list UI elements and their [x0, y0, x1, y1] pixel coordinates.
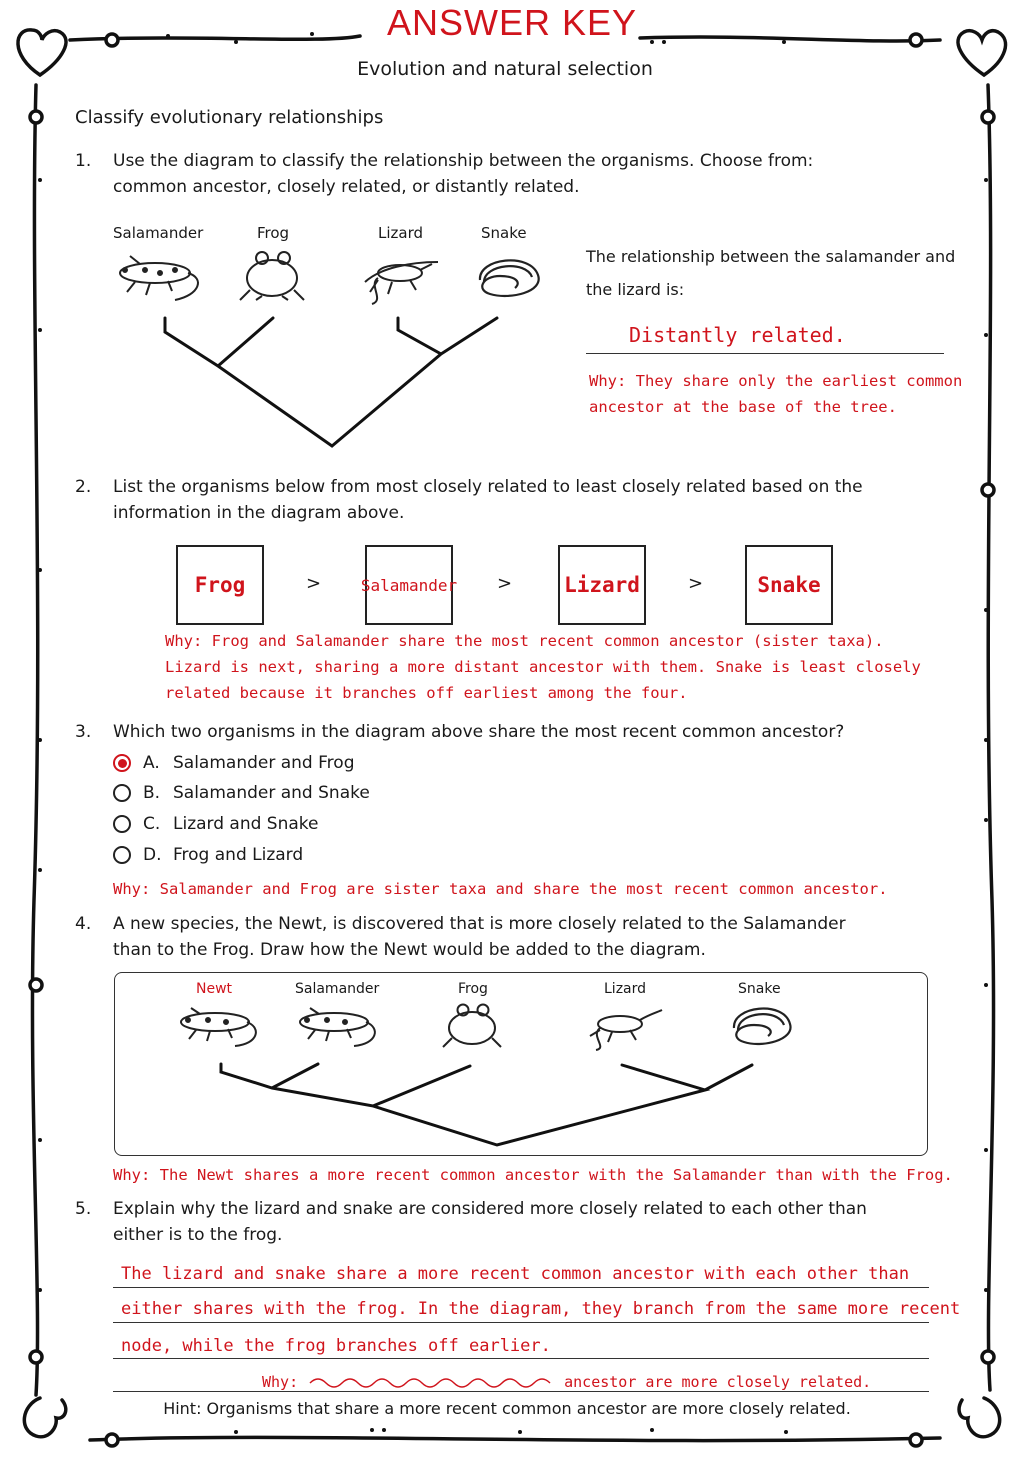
organism-label-lizard: Lizard	[604, 981, 647, 997]
answer-rule	[113, 1391, 929, 1392]
q1-why-line1: Why: They share only the earliest common	[589, 372, 963, 390]
q1-why-line2: ancestor at the base of the tree.	[589, 398, 897, 416]
salamander-icon	[300, 1008, 375, 1046]
order-box-3-label: Lizard	[564, 573, 640, 597]
q1-prompt-line2: the lizard is:	[586, 280, 685, 299]
page-title: ANSWER KEY	[386, 2, 638, 43]
q1-answer: Distantly related.	[629, 323, 846, 347]
organism-label-salamander: Salamander	[295, 981, 380, 997]
q5-why-legible: ancestor are more closely related.	[564, 1373, 872, 1391]
organism-label-newt: Newt	[196, 981, 233, 997]
q5-text	[113, 1196, 933, 1248]
snake-icon	[734, 1009, 791, 1044]
q1-text-line2: common ancestor, closely related, or distantly related.	[113, 177, 580, 197]
q5-why-prefix: Why:	[262, 1373, 299, 1391]
option-label: Frog and Lizard	[173, 845, 304, 865]
order-separator: >	[306, 573, 322, 594]
q2-text-line2: information in the diagram above.	[113, 503, 405, 523]
organism-label-lizard: Lizard	[378, 224, 424, 242]
option-label: Salamander and Frog	[173, 753, 355, 773]
order-box-4-label: Snake	[757, 573, 821, 597]
q5-text-line1: Explain why the lizard and snake are considered more closely related to each other than	[113, 1199, 867, 1219]
organism-label-snake: Snake	[481, 224, 527, 242]
order-separator: >	[688, 573, 704, 594]
organism-label-frog: Frog	[458, 981, 488, 997]
option-letter: A.	[143, 753, 160, 773]
lizard-icon	[590, 1010, 662, 1050]
option-label: Salamander and Snake	[173, 783, 370, 803]
illegible-scribble	[306, 1373, 556, 1389]
q2-why-line2: Lizard is next, sharing a more distant ancestor with them. Snake is least closely	[165, 658, 921, 676]
q5-answer-line1: The lizard and snake share a more recent common ancestor with each other than	[121, 1264, 910, 1284]
q5-answer-line3: node, while the frog branches off earlier.	[121, 1336, 551, 1356]
newt-icon	[181, 1008, 256, 1046]
q1-prompt-line1: The relationship between the salamander and	[586, 247, 956, 266]
q1-number: 1.	[75, 151, 92, 171]
section-title: Classify evolutionary relationships	[75, 107, 384, 128]
q4-text-line1: A new species, the Newt, is discovered that is more closely related to the Salamander	[113, 914, 846, 934]
q3-text: Which two organisms in the diagram above share the most recent common ancestor?	[113, 722, 845, 742]
organism-label-salamander: Salamander	[113, 224, 204, 242]
q4-why: Why: The Newt shares a more recent common ancestor with the Salamander than with the Frog.	[113, 1166, 953, 1184]
q3-number: 3.	[75, 722, 92, 742]
q2-why-line1: Why: Frog and Salamander share the most recent common ancestor (sister taxa).	[165, 632, 884, 650]
q3-why: Why: Salamander and Frog are sister taxa and share the most recent common ancestor.	[113, 880, 888, 898]
q4-number: 4.	[75, 914, 92, 934]
q5-answer-line2: either shares with the frog. In the diagram, they branch from the same more recent	[121, 1299, 961, 1319]
q2-why-line3: related because it branches off earliest among the four.	[165, 684, 688, 702]
answer-rule	[113, 1287, 929, 1288]
q5-text-line2: either is to the frog.	[113, 1225, 283, 1245]
page-subtitle: Evolution and natural selection	[357, 58, 653, 80]
q4-text-line2: than to the Frog. Draw how the Newt would be added to the diagram.	[113, 940, 706, 960]
q2-text-line1: List the organisms below from most closely related to least closely related based on the	[113, 477, 863, 497]
option-letter: B.	[143, 783, 161, 803]
order-separator: >	[497, 573, 513, 594]
organism-label-snake: Snake	[738, 981, 781, 997]
q5-number: 5.	[75, 1199, 92, 1219]
order-box-1-label: Frog	[194, 573, 246, 597]
q5-why	[262, 1373, 871, 1391]
option-letter: C.	[143, 814, 161, 834]
answer-rule	[113, 1322, 929, 1323]
q1-text-line1: Use the diagram to classify the relationship between the organisms. Choose from:	[113, 151, 814, 171]
option-letter: D.	[143, 845, 162, 865]
q2-number: 2.	[75, 477, 92, 497]
option-label: Lizard and Snake	[173, 814, 319, 834]
answer-rule	[113, 1358, 929, 1359]
frog-icon	[443, 1005, 501, 1048]
hint: Hint: Organisms that share a more recent common ancestor are more closely related.	[163, 1399, 851, 1418]
order-box-2-label: Salamander	[360, 575, 458, 595]
organism-label-frog: Frog	[257, 224, 290, 242]
